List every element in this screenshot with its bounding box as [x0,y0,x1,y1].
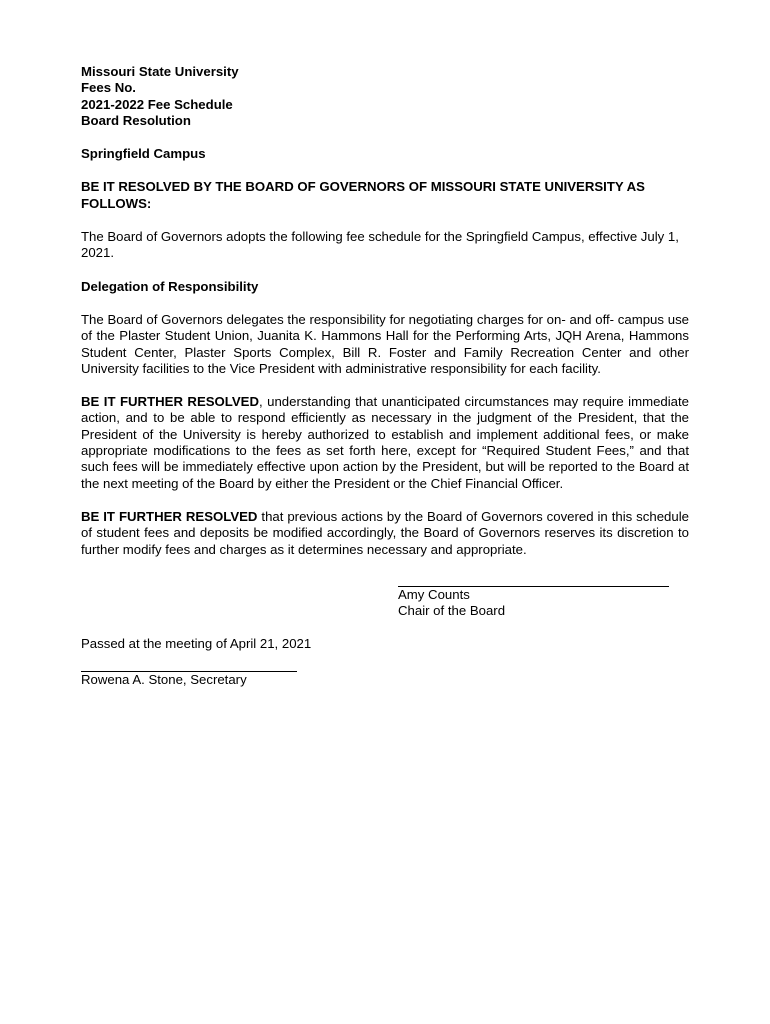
passed-date: Passed at the meeting of April 21, 2021 [81,636,312,652]
resolved-heading: BE IT RESOLVED BY THE BOARD OF GOVERNORS OF MISSOURI STATE UNIVERSITY AS FOLLOWS: [81,179,645,211]
further-resolved-text-1: , understanding that unanticipated circumstances may require immediate action, and to be able to respond efficiently as necessary in the judgment of the President, that the President of the University is hereby authorized to establish and implement additional fees, or make appropriate modifications to the fees as set forth here, except for “Required Student Fees,” and that such fees will be immediately effective upon action by the President, but will be reported to the Board at the next meeting of the Board by either the President or the Chief Financial Officer. [81,394,689,491]
chair-signature-block [398,576,689,620]
delegation-paragraph: The Board of Governors delegates the responsibility for negotiating charges for on- and off- campus use of the Plaster Student Union, Juanita K. Hammons Hall for the Performing Arts, JQH Arena, Hammons Student Center, Plaster Sports Complex, Bill R. Foster and Family Recreation Center and other University facilities to the Vice President with administrative responsibility for each facility. [81,311,689,376]
further-resolved-paragraph-2 [81,509,689,558]
adoption-paragraph: The Board of Governors adopts the following fee schedule for the Springfield Campus, effective July 1, 2021. [81,229,679,261]
document-header [81,64,689,129]
chair-signature-line [398,576,669,587]
chair-name: Amy Counts [398,586,470,602]
secretary-signature-line [81,661,297,672]
chair-title: Chair of the Board [398,603,506,619]
secretary-signature-block [81,661,689,688]
fees-number: Fees No. [81,80,136,96]
further-resolved-lead-2: BE IT FURTHER RESOLVED [81,508,258,524]
board-resolution-label: Board Resolution [81,112,191,128]
secretary-name: Rowena A. Stone, Secretary [81,671,247,687]
campus-heading: Springfield Campus [81,146,206,162]
delegation-heading: Delegation of Responsibility [81,278,259,294]
university-name: Missouri State University [81,64,239,79]
further-resolved-paragraph-1 [81,394,689,492]
further-resolved-lead-1: BE IT FURTHER RESOLVED [81,394,259,410]
fee-schedule-title: 2021-2022 Fee Schedule [81,96,233,112]
resolution-body [81,64,689,688]
further-resolved-text-2: that previous actions by the Board of Governors covered in this schedule of student fees and deposits be modified accordingly, the Board of Governors reserves its discretion to further modify fees and charges as it determines necessary and appropriate. [81,508,689,557]
